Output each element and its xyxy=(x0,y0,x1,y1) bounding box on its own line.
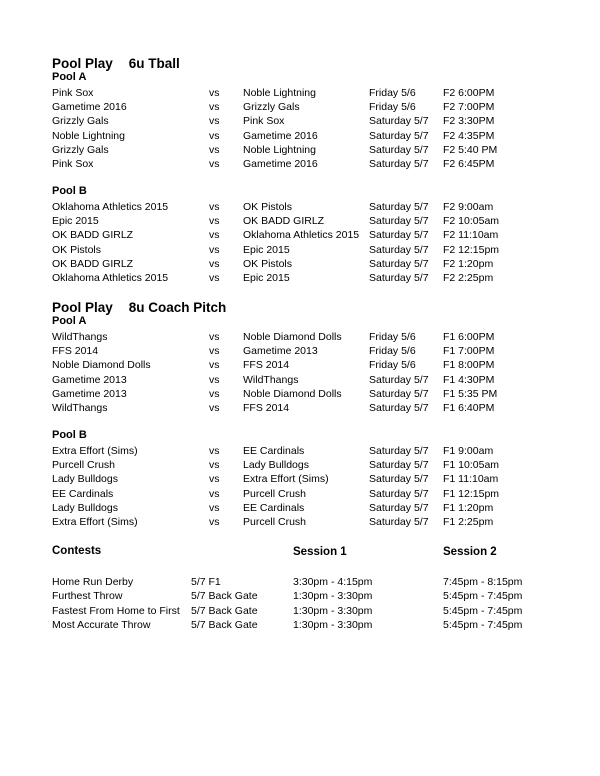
game-day: Saturday 5/7 xyxy=(369,387,429,400)
team-home: Extra Effort (Sims) xyxy=(52,516,138,528)
game-field-time: F1 9:00am xyxy=(443,445,494,457)
game-field-time: F2 6:45PM xyxy=(443,158,495,170)
team-away: Purcell Crush xyxy=(243,516,307,528)
team-away: Noble Lightning xyxy=(243,143,316,156)
team-home: Noble Lightning xyxy=(52,129,125,142)
game-day: Saturday 5/7 xyxy=(369,501,429,514)
vs-label: vs xyxy=(209,143,220,156)
team-away: OK Pistols xyxy=(243,257,293,270)
game-day: Saturday 5/7 xyxy=(369,257,429,270)
team-away: Epic 2015 xyxy=(243,243,290,256)
vs-label: vs xyxy=(209,87,220,99)
team-home: Pink Sox xyxy=(52,158,94,170)
game-field-time: F1 2:25pm xyxy=(443,516,494,528)
game-field-time: F1 1:20pm xyxy=(443,501,494,514)
team-home: Noble Diamond Dolls xyxy=(52,359,151,372)
contest-location: 5/7 Back Gate xyxy=(191,604,258,617)
vs-label: vs xyxy=(209,257,220,270)
vs-label: vs xyxy=(209,101,220,114)
game-day: Saturday 5/7 xyxy=(369,272,429,284)
game-field-time: F2 11:10am xyxy=(443,229,499,242)
game-field-time: F1 8:00PM xyxy=(443,359,495,372)
team-home: WildThangs xyxy=(52,402,108,414)
game-field-time: F1 5:35 PM xyxy=(443,387,498,400)
game-day: Saturday 5/7 xyxy=(369,243,429,256)
team-away: Extra Effort (Sims) xyxy=(243,473,329,486)
section-title xyxy=(52,56,180,71)
contest-session2: 5:45pm - 7:45pm xyxy=(443,618,523,631)
team-away: FFS 2014 xyxy=(243,402,290,414)
game-field-time: F1 6:40PM xyxy=(443,402,495,414)
team-home: Epic 2015 xyxy=(52,215,99,228)
team-away: Lady Bulldogs xyxy=(243,459,309,472)
section-title-label: Pool Play xyxy=(52,300,113,315)
contest-name: Most Accurate Throw xyxy=(52,618,151,631)
team-home: Gametime 2016 xyxy=(52,101,127,114)
team-away: Gametime 2013 xyxy=(243,345,318,358)
vs-label: vs xyxy=(209,331,220,343)
vs-label: vs xyxy=(209,445,220,457)
team-away: Noble Lightning xyxy=(243,87,316,99)
game-day: Saturday 5/7 xyxy=(369,201,429,213)
team-home: OK Pistols xyxy=(52,243,102,256)
team-away: Purcell Crush xyxy=(243,487,307,500)
game-day: Friday 5/6 xyxy=(369,87,416,99)
vs-label: vs xyxy=(209,345,220,358)
contest-name: Furthest Throw xyxy=(52,590,123,603)
game-day: Saturday 5/7 xyxy=(369,445,429,457)
vs-label: vs xyxy=(209,229,220,242)
pool-heading: Pool B xyxy=(52,429,87,441)
game-field-time: F2 2:25pm xyxy=(443,272,494,284)
team-away: Oklahoma Athletics 2015 xyxy=(243,229,360,242)
game-field-time: F2 9:00am xyxy=(443,201,494,213)
game-field-time: F1 4:30PM xyxy=(443,373,495,386)
vs-label: vs xyxy=(209,359,220,372)
team-home: Oklahoma Athletics 2015 xyxy=(52,272,169,284)
game-day: Friday 5/6 xyxy=(369,331,416,343)
vs-label: vs xyxy=(209,272,220,284)
game-day: Saturday 5/7 xyxy=(369,115,429,128)
game-field-time: F2 5:40 PM xyxy=(443,143,498,156)
vs-label: vs xyxy=(209,516,220,528)
game-field-time: F1 12:15pm xyxy=(443,487,500,500)
team-home: Pink Sox xyxy=(52,87,94,99)
vs-label: vs xyxy=(209,387,220,400)
game-field-time: F2 4:35PM xyxy=(443,129,495,142)
game-day: Saturday 5/7 xyxy=(369,516,429,528)
section-division: 8u Coach Pitch xyxy=(128,300,227,315)
vs-label: vs xyxy=(209,215,220,228)
team-away: EE Cardinals xyxy=(243,501,305,514)
vs-label: vs xyxy=(209,158,220,170)
game-day: Saturday 5/7 xyxy=(369,143,429,156)
section-title-label: Pool Play xyxy=(52,56,113,71)
game-field-time: F1 7:00PM xyxy=(443,345,495,358)
contests-title: Contests xyxy=(52,545,102,557)
game-field-time: F1 11:10am xyxy=(443,473,499,486)
team-home: OK BADD GIRLZ xyxy=(52,229,134,242)
game-day: Friday 5/6 xyxy=(369,101,416,114)
team-home: Lady Bulldogs xyxy=(52,501,118,514)
contest-location: 5/7 Back Gate xyxy=(191,590,258,603)
contest-session2: 7:45pm - 8:15pm xyxy=(443,576,523,588)
game-day: Saturday 5/7 xyxy=(369,215,429,228)
game-field-time: F2 7:00PM xyxy=(443,101,495,114)
contest-session1: 1:30pm - 3:30pm xyxy=(293,604,373,617)
team-home: Gametime 2013 xyxy=(52,387,127,400)
team-away: Gametime 2016 xyxy=(243,158,318,170)
game-day: Saturday 5/7 xyxy=(369,473,429,486)
section-title xyxy=(52,300,226,315)
contest-location: 5/7 F1 xyxy=(191,576,221,588)
contest-session1: 1:30pm - 3:30pm xyxy=(293,618,373,631)
game-field-time: F2 12:15pm xyxy=(443,243,500,256)
game-day: Saturday 5/7 xyxy=(369,129,429,142)
session1-header: Session 1 xyxy=(293,546,347,558)
contest-location: 5/7 Back Gate xyxy=(191,618,258,631)
team-away: Noble Diamond Dolls xyxy=(243,387,342,400)
contest-session1: 3:30pm - 4:15pm xyxy=(293,576,373,588)
vs-label: vs xyxy=(209,201,220,213)
team-away: Noble Diamond Dolls xyxy=(243,331,342,343)
game-day: Saturday 5/7 xyxy=(369,373,429,386)
team-home: Extra Effort (Sims) xyxy=(52,445,138,457)
vs-label: vs xyxy=(209,243,220,256)
contest-session2: 5:45pm - 7:45pm xyxy=(443,590,523,603)
vs-label: vs xyxy=(209,487,220,500)
team-away: Epic 2015 xyxy=(243,272,290,284)
team-home: Gametime 2013 xyxy=(52,373,127,386)
team-home: Lady Bulldogs xyxy=(52,473,118,486)
pool-heading: Pool A xyxy=(52,315,87,327)
vs-label: vs xyxy=(209,402,220,414)
team-away: EE Cardinals xyxy=(243,445,305,457)
game-field-time: F2 10:05am xyxy=(443,215,500,228)
team-home: WildThangs xyxy=(52,331,108,343)
game-day: Friday 5/6 xyxy=(369,359,416,372)
game-field-time: F1 10:05am xyxy=(443,459,500,472)
vs-label: vs xyxy=(209,115,220,128)
game-field-time: F2 3:30PM xyxy=(443,115,495,128)
team-away: OK Pistols xyxy=(243,201,293,213)
team-away: Pink Sox xyxy=(243,115,285,128)
game-day: Saturday 5/7 xyxy=(369,402,429,414)
session2-header: Session 2 xyxy=(443,546,497,558)
game-day: Saturday 5/7 xyxy=(369,158,429,170)
pool-heading: Pool B xyxy=(52,185,87,197)
contest-session2: 5:45pm - 7:45pm xyxy=(443,604,523,617)
game-day: Saturday 5/7 xyxy=(369,459,429,472)
vs-label: vs xyxy=(209,373,220,386)
team-away: FFS 2014 xyxy=(243,359,290,372)
team-away: Grizzly Gals xyxy=(243,101,300,114)
game-day: Friday 5/6 xyxy=(369,345,416,358)
game-day: Saturday 5/7 xyxy=(369,487,429,500)
team-home: FFS 2014 xyxy=(52,345,99,358)
game-field-time: F1 6:00PM xyxy=(443,331,495,343)
vs-label: vs xyxy=(209,473,220,486)
team-away: WildThangs xyxy=(243,373,299,386)
contest-session1: 1:30pm - 3:30pm xyxy=(293,590,373,603)
vs-label: vs xyxy=(209,459,220,472)
contest-name: Home Run Derby xyxy=(52,576,134,588)
section-division: 6u Tball xyxy=(128,56,180,71)
team-home: OK BADD GIRLZ xyxy=(52,257,134,270)
team-home: Purcell Crush xyxy=(52,459,116,472)
vs-label: vs xyxy=(209,501,220,514)
team-home: Oklahoma Athletics 2015 xyxy=(52,201,169,213)
game-day: Saturday 5/7 xyxy=(369,229,429,242)
game-field-time: F2 6:00PM xyxy=(443,87,495,99)
contest-name: Fastest From Home to First xyxy=(52,604,180,617)
team-away: OK BADD GIRLZ xyxy=(243,215,325,228)
game-field-time: F2 1:20pm xyxy=(443,257,494,270)
team-home: EE Cardinals xyxy=(52,487,114,500)
vs-label: vs xyxy=(209,129,220,142)
team-home: Grizzly Gals xyxy=(52,115,109,128)
team-away: Gametime 2016 xyxy=(243,129,318,142)
team-home: Grizzly Gals xyxy=(52,143,109,156)
pool-heading: Pool A xyxy=(52,71,87,83)
